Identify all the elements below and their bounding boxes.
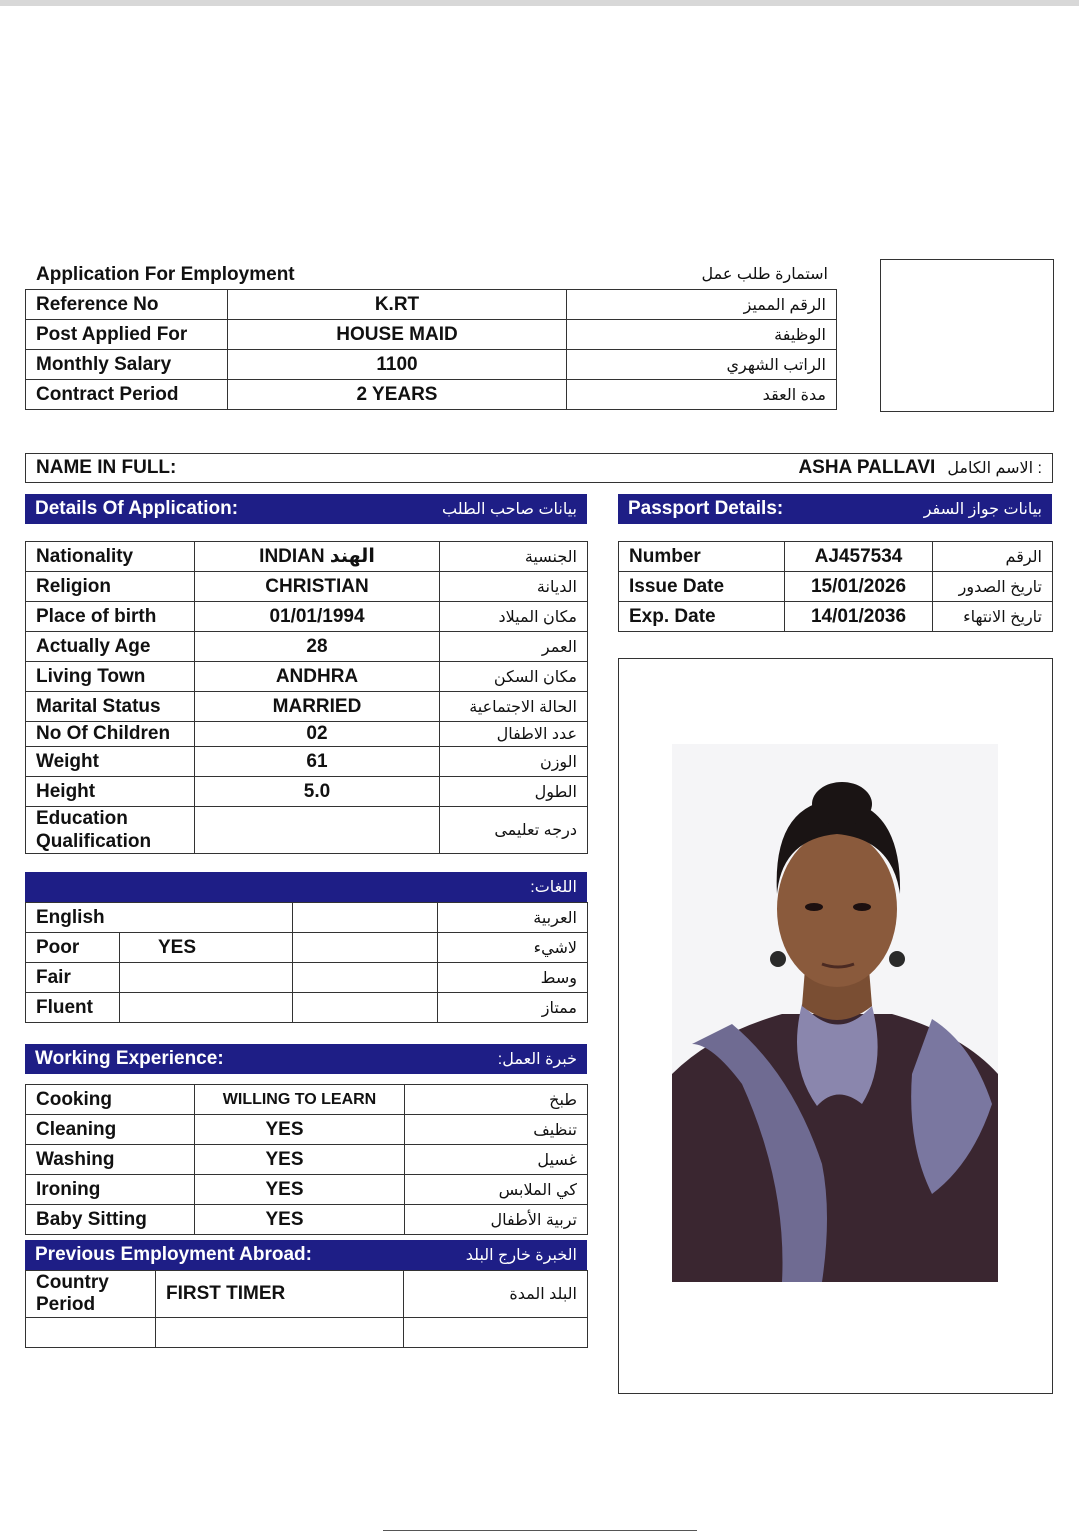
post-label: Post Applied For — [26, 320, 228, 350]
passport-table — [618, 541, 1053, 632]
height-value: 5.0 — [195, 777, 440, 807]
education-value — [195, 807, 440, 854]
arabic-label-ar: العربية — [438, 903, 588, 933]
children-label: No Of Children — [26, 722, 195, 747]
languages-heading-bar — [25, 872, 587, 902]
table-row — [26, 1205, 588, 1235]
poor-empty-cell — [293, 933, 438, 963]
education-label: Education Qualification — [26, 807, 195, 854]
salary-value: 1100 — [228, 350, 567, 380]
table-row — [26, 722, 588, 747]
reference-label-ar: الرقم المميز — [567, 290, 837, 320]
previous-table — [25, 1270, 588, 1348]
babysitting-label: Baby Sitting — [26, 1205, 195, 1235]
table-row — [26, 1085, 588, 1115]
cleaning-label-ar: تنظيف — [405, 1115, 588, 1145]
cleaning-value: YES — [195, 1115, 405, 1145]
table-row — [26, 692, 588, 722]
birthplace-label-ar: مكان الميلاد — [440, 602, 588, 632]
table-row — [26, 572, 588, 602]
exp-date-value: 14/01/2036 — [785, 602, 933, 632]
table-row — [26, 933, 588, 963]
table-row — [26, 1115, 588, 1145]
religion-label-ar: الديانة — [440, 572, 588, 602]
issue-date-value: 15/01/2026 — [785, 572, 933, 602]
post-value: HOUSE MAID — [228, 320, 567, 350]
table-row — [26, 903, 588, 933]
table-row — [26, 1318, 588, 1348]
table-row — [26, 963, 588, 993]
birthplace-label: Place of birth — [26, 602, 195, 632]
age-label: Actually Age — [26, 632, 195, 662]
table-row — [26, 350, 837, 380]
fluent-empty-cell — [293, 993, 438, 1023]
form-title-ar: استمارة طلب عمل — [701, 266, 828, 283]
children-value: 02 — [195, 722, 440, 747]
top-divider — [0, 0, 1079, 6]
fluent-value — [120, 993, 293, 1023]
poor-label: Poor — [26, 933, 120, 963]
details-heading: Details Of Application: — [35, 498, 239, 519]
name-label-ar: : الاسم الكامل — [947, 460, 1042, 477]
education-label-ar: درجه تعليمى — [440, 807, 588, 854]
details-heading-bar — [25, 494, 587, 524]
nationality-value: INDIAN الهند — [195, 542, 440, 572]
town-value: ANDHRA — [195, 662, 440, 692]
ironing-label: Ironing — [26, 1175, 195, 1205]
table-row — [619, 542, 1053, 572]
issue-date-label-ar: تاريخ الصدور — [933, 572, 1053, 602]
marital-label: Marital Status — [26, 692, 195, 722]
country-period-value: FIRST TIMER — [156, 1271, 404, 1318]
experience-heading-bar — [25, 1044, 587, 1074]
town-label-ar: مكان السكن — [440, 662, 588, 692]
table-row — [26, 602, 588, 632]
experience-heading: Working Experience: — [35, 1048, 224, 1069]
cooking-value: WILLING TO LEARN — [195, 1085, 405, 1115]
passport-number-value: AJ457534 — [785, 542, 933, 572]
table-row — [26, 662, 588, 692]
passport-number-label: Number — [619, 542, 785, 572]
experience-heading-ar: خبرة العمل: — [497, 1051, 577, 1068]
name-value: ASHA PALLAVI — [798, 457, 936, 478]
previous-heading-ar: الخبرة خارج البلد — [465, 1247, 577, 1264]
height-label-ar: الطول — [440, 777, 588, 807]
contract-value: 2 YEARS — [228, 380, 567, 410]
cooking-label-ar: طبخ — [405, 1085, 588, 1115]
name-row — [25, 453, 1053, 483]
table-row — [619, 602, 1053, 632]
poor-label-ar: لاشيء — [438, 933, 588, 963]
languages-table — [25, 902, 588, 1023]
name-label: NAME IN FULL: — [36, 457, 177, 478]
empty-cell — [26, 1318, 156, 1348]
table-row — [26, 542, 588, 572]
table-row — [26, 807, 588, 854]
table-row — [26, 632, 588, 662]
country-period-label-ar: البلد المدة — [404, 1271, 588, 1318]
post-label-ar: الوظيفة — [567, 320, 837, 350]
previous-heading: Previous Employment Abroad: — [35, 1244, 312, 1265]
fair-empty-cell — [293, 963, 438, 993]
babysitting-value: YES — [195, 1205, 405, 1235]
nationality-label: Nationality — [26, 542, 195, 572]
salary-label-ar: الراتب الشهري — [567, 350, 837, 380]
fluent-label-ar: ممتاز — [438, 993, 588, 1023]
exp-date-label: Exp. Date — [619, 602, 785, 632]
weight-value: 61 — [195, 747, 440, 777]
form-title: Application For Employment — [36, 264, 295, 285]
town-label: Living Town — [26, 662, 195, 692]
table-row — [26, 380, 837, 410]
passport-number-label-ar: الرقم — [933, 542, 1053, 572]
babysitting-label-ar: تربية الأطفال — [405, 1205, 588, 1235]
washing-label: Washing — [26, 1145, 195, 1175]
previous-heading-bar — [25, 1240, 587, 1270]
passport-heading-ar: بيانات جواز السفر — [923, 501, 1042, 518]
ironing-label-ar: كي الملابس — [405, 1175, 588, 1205]
cleaning-label: Cleaning — [26, 1115, 195, 1145]
english-value — [293, 903, 438, 933]
applicant-photo-illustration — [672, 744, 998, 1282]
fair-value — [120, 963, 293, 993]
birthplace-value: 01/01/1994 — [195, 602, 440, 632]
washing-value: YES — [195, 1145, 405, 1175]
empty-cell — [404, 1318, 588, 1348]
age-value: 28 — [195, 632, 440, 662]
religion-value: CHRISTIAN — [195, 572, 440, 602]
stamp-box — [880, 259, 1054, 412]
header-table — [25, 289, 837, 410]
issue-date-label: Issue Date — [619, 572, 785, 602]
exp-date-label-ar: تاريخ الانتهاء — [933, 602, 1053, 632]
fluent-label: Fluent — [26, 993, 120, 1023]
marital-label-ar: الحالة الاجتماعية — [440, 692, 588, 722]
children-label-ar: عدد الاطفال — [440, 722, 588, 747]
washing-label-ar: غسيل — [405, 1145, 588, 1175]
empty-cell — [156, 1318, 404, 1348]
reference-value: K.RT — [228, 290, 567, 320]
passport-heading: Passport Details: — [628, 498, 784, 519]
contract-label-ar: مدة العقد — [567, 380, 837, 410]
age-label-ar: العمر — [440, 632, 588, 662]
table-row — [26, 290, 837, 320]
weight-label: Weight — [26, 747, 195, 777]
nationality-label-ar: الجنسية — [440, 542, 588, 572]
table-row — [26, 1175, 588, 1205]
table-row — [619, 572, 1053, 602]
reference-label: Reference No — [26, 290, 228, 320]
fair-label: Fair — [26, 963, 120, 993]
table-row — [26, 993, 588, 1023]
table-row — [26, 777, 588, 807]
ironing-value: YES — [195, 1175, 405, 1205]
salary-label: Monthly Salary — [26, 350, 228, 380]
religion-label: Religion — [26, 572, 195, 602]
table-row — [26, 320, 837, 350]
table-row — [26, 1271, 588, 1318]
details-table — [25, 541, 588, 854]
country-period-label: Country Period — [26, 1271, 156, 1318]
passport-heading-bar — [618, 494, 1052, 524]
fair-label-ar: وسط — [438, 963, 588, 993]
details-heading-ar: بيانات صاحب الطلب — [442, 501, 577, 518]
table-row — [26, 747, 588, 777]
cooking-label: Cooking — [26, 1085, 195, 1115]
languages-heading-ar: اللغات: — [530, 879, 577, 896]
applicant-photo — [672, 744, 998, 1282]
poor-value: YES — [120, 933, 293, 963]
contract-label: Contract Period — [26, 380, 228, 410]
weight-label-ar: الوزن — [440, 747, 588, 777]
bottom-rule — [383, 1530, 697, 1531]
photo-frame — [618, 658, 1053, 1394]
experience-table — [25, 1084, 588, 1235]
height-label: Height — [26, 777, 195, 807]
marital-value: MARRIED — [195, 692, 440, 722]
english-label: English — [26, 903, 293, 933]
table-row — [26, 1145, 588, 1175]
